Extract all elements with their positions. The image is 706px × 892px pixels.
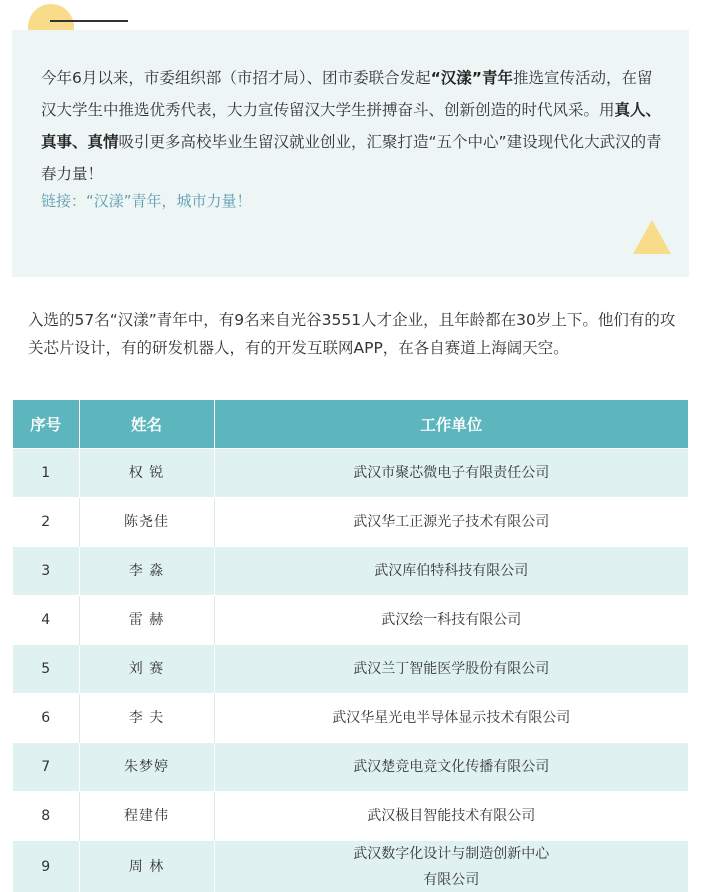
- table-row: [13, 693, 688, 742]
- intro-segment-3: 吸引更多高校毕业生留汉就业创业，汇聚打造“五个中心”建设现代化大武汉的青春力量！: [41, 133, 662, 183]
- cell-number: 4: [13, 595, 79, 644]
- table-row: [13, 742, 688, 791]
- cell-number: 7: [13, 742, 79, 791]
- cell-unit: [214, 840, 688, 892]
- cell-unit: 武汉华工正源光子技术有限公司: [214, 497, 688, 546]
- intro-bold-phrase: 真人、真事、真情: [41, 101, 662, 151]
- cell-number: 2: [13, 497, 79, 546]
- header-unit: 工作单位: [214, 400, 688, 448]
- cell-name: 李 夫: [79, 693, 214, 742]
- cell-unit: 武汉市聚芯微电子有限责任公司: [214, 448, 688, 497]
- cell-number: 1: [13, 448, 79, 497]
- decorative-triangle: [633, 220, 671, 254]
- cell-unit: 武汉兰丁智能医学股份有限公司: [214, 644, 688, 693]
- intro-segment-1: 今年6月以来，市委组织部（市招才局）、团市委联合发起: [41, 69, 431, 87]
- cell-unit: 武汉华星光电半导体显示技术有限公司: [214, 693, 688, 742]
- intro-link[interactable]: 链接：“汉漾”青年，城市力量！: [41, 192, 252, 210]
- body-paragraph: 入选的57名“汉漾”青年中，有9名来自光谷3551人才企业，且年龄都在30岁上下。他们有的攻关芯片设计，有的研发机器人，有的开发互联网APP，在各自赛道上海阔天空。: [28, 311, 676, 357]
- cell-unit: 武汉库伯特科技有限公司: [214, 546, 688, 595]
- cell-unit-line-1: 武汉数字化设计与制造创新中心: [353, 845, 550, 862]
- table-row: [13, 595, 688, 644]
- cell-name: 程建伟: [79, 791, 214, 840]
- header-number: 序号: [13, 400, 79, 448]
- honoree-table: [13, 400, 688, 892]
- intro-box: [12, 30, 689, 277]
- table-row: [13, 448, 688, 497]
- cell-name: 陈尧佳: [79, 497, 214, 546]
- cell-number: 9: [13, 840, 79, 892]
- cell-number: 5: [13, 644, 79, 693]
- cell-name: 权 锐: [79, 448, 214, 497]
- cell-number: 8: [13, 791, 79, 840]
- intro-text: [41, 62, 667, 190]
- cell-name: 朱梦婷: [79, 742, 214, 791]
- cell-number: 3: [13, 546, 79, 595]
- cell-unit: 武汉楚竞电竞文化传播有限公司: [214, 742, 688, 791]
- intro-segment-2: 推选宣传活动，在留汉大学生中推选优秀代表，大力宣传留汉大学生拼搏奋斗、创新创造的时代风采。用: [41, 69, 653, 119]
- table-row: [13, 791, 688, 840]
- decorative-line: [50, 20, 128, 22]
- intro-bold-title: “汉漾”青年: [430, 69, 513, 87]
- cell-unit-line-2: 有限公司: [423, 871, 480, 888]
- header-name: 姓名: [79, 400, 214, 448]
- table-row: [13, 840, 688, 892]
- table-row: [13, 546, 688, 595]
- cell-name: 雷 赫: [79, 595, 214, 644]
- cell-name: 李 淼: [79, 546, 214, 595]
- table-row: [13, 644, 688, 693]
- cell-name: 刘 赛: [79, 644, 214, 693]
- cell-unit: 武汉绘一科技有限公司: [214, 595, 688, 644]
- cell-name: 周 林: [79, 840, 214, 892]
- cell-unit: 武汉极目智能技术有限公司: [214, 791, 688, 840]
- cell-number: 6: [13, 693, 79, 742]
- table-header-row: [13, 400, 688, 448]
- table-row: [13, 497, 688, 546]
